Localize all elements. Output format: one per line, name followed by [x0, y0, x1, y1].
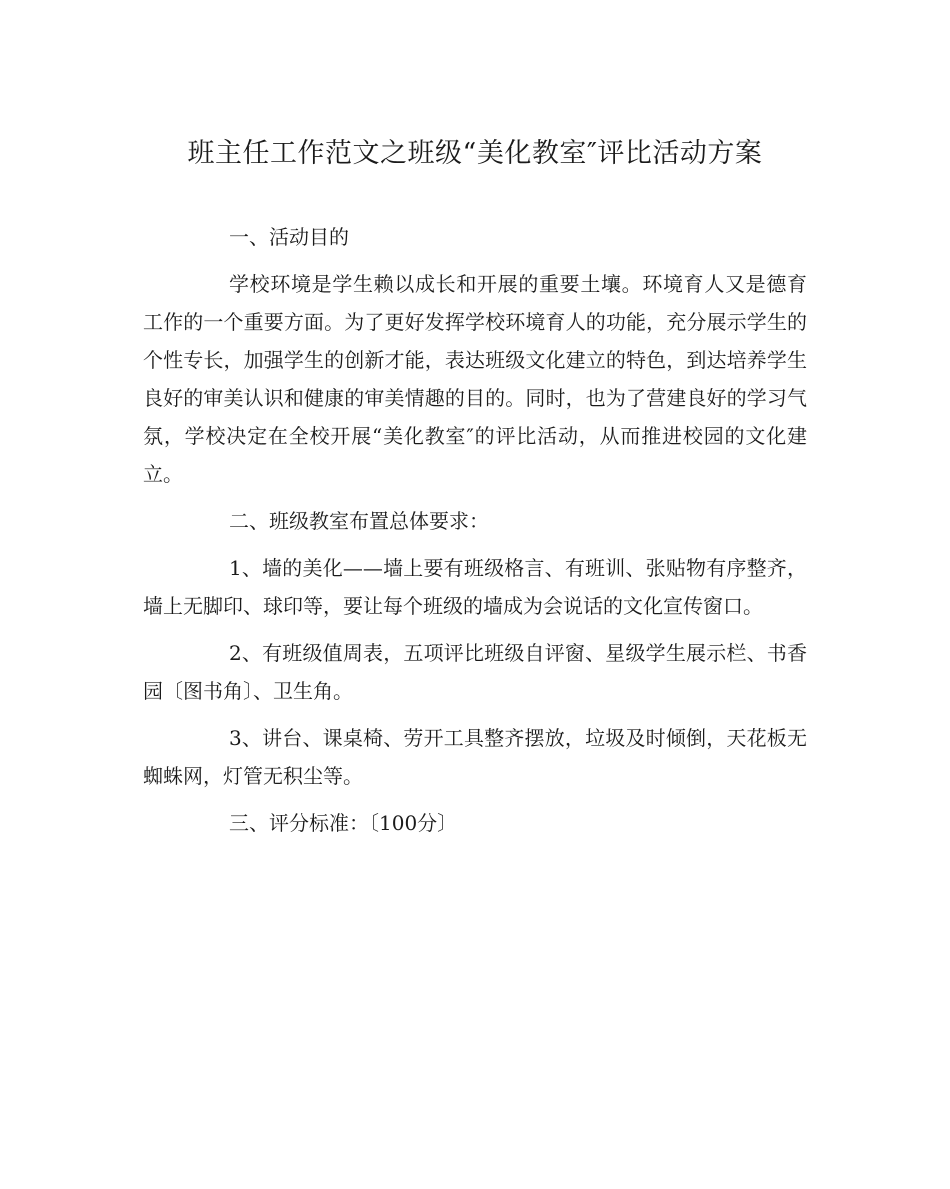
- document-title: 班主任工作范文之班级“美化教室″评比活动方案: [187, 138, 763, 169]
- section-heading-purpose: 一、活动目的: [229, 225, 349, 249]
- paragraph-purpose: 学校环境是学生赖以成长和开展的重要土壤。环境育人又是德育工作的一个重要方面。为了更好发挥学校环境育人的功能，充分展示学生的个性专长，加强学生的创新才能，表达班级文化建立的特色，到达培养学生良好的审美认识和健康的审美情趣的目的。同时，也为了营建良好的学习气氛，学校决定在全校开展“美化教室″的评比活动，从而推进校园的文化建立。: [143, 272, 807, 486]
- section-heading-requirements: 二、班级教室布置总体要求：: [229, 509, 489, 533]
- requirement-item-wall: 1、墙的美化——墙上要有班级格言、有班训、张贴物有序整齐，墙上无脚印、球印等，要让每个班级的墙成为会说话的文化宣传窗口。: [143, 556, 807, 618]
- document-body: [143, 218, 807, 851]
- requirement-item-furniture: 3、讲台、课桌椅、劳开工具整齐摆放，垃圾及时倾倒，天花板无蜘蛛网，灯管无积尘等。: [143, 726, 807, 788]
- requirement-item-boards: 2、有班级值周表，五项评比班级自评窗、星级学生展示栏、书香园〔图书角〕、卫生角。: [143, 641, 807, 703]
- section-heading-scoring: 三、评分标准：〔100分〕: [229, 811, 458, 835]
